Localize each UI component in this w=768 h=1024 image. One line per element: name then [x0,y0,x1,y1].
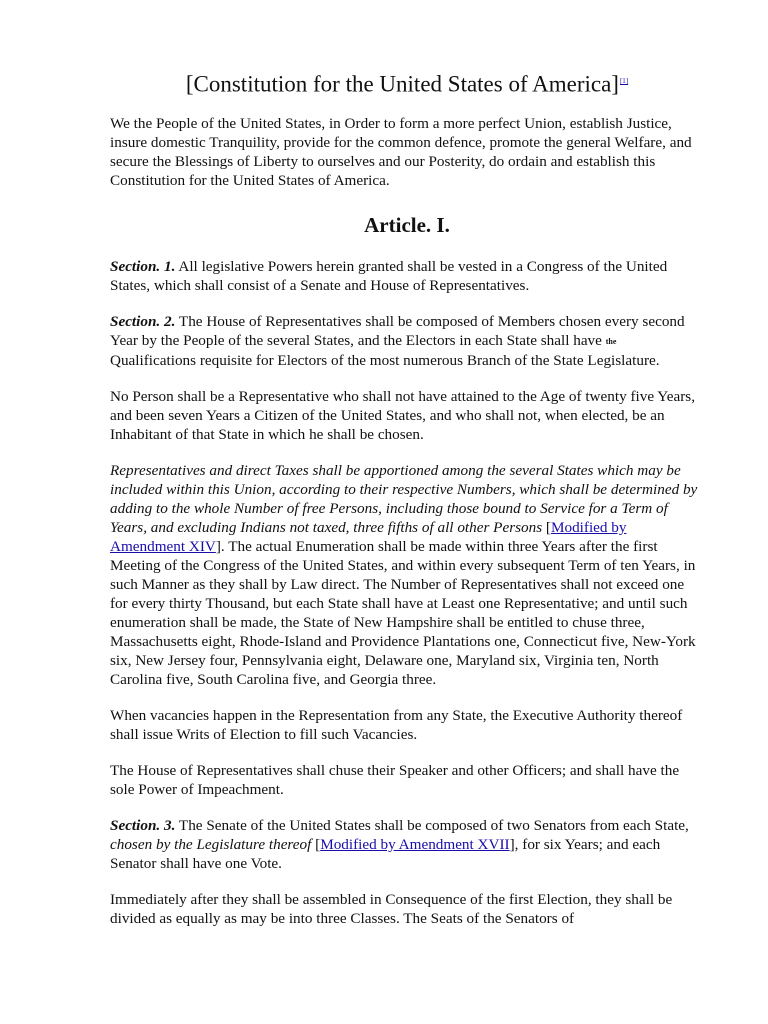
speaker-paragraph: The House of Representatives shall chuse their Speaker and other Officers; and shall have the sole Power of Impeachment. [110,761,680,798]
apportionment-italic-text: Representatives and direct Taxes shall be apportioned among the several States which may be included within this Union, according to their respective Numbers, which shall be determined by adding to the whole Number of free Persons, including those bound to Service for a Term of Years, and excluding Indians not taxed, three fifths of all other Persons [110,461,698,536]
apportionment-bracket-open: [ [542,518,551,536]
section-2-text-a: The House of Representatives shall be composed of Members chosen every second Year by the People of the several States, and the Electors in each State shall have [110,312,685,349]
section-1-paragraph [110,257,704,295]
document-title-text: [Constitution for the United States of America] [185,71,619,97]
section-3-text-b: ], for six Years; and each Senator shall have one Vote. [110,835,661,872]
apportionment-rest-text: ]. The actual Enumeration shall be made within three Years after the first Meeting of the Congress of the United States, and within every subsequent Term of ten Years, in such Manner as they shall by Law direct. The Number of Representatives shall not exceed one for every thirty Thousand, but each State shall have at Least one Representative; and until such enumeration shall be made, the State of New Hampshire shall be entitled to chuse three, Massachusetts eight, Rhode-Island and Providence Plantations one, Connecticut five, New-York six, New Jersey four, Pennsylvania eight, Delaware one, Maryland six, Virginia ten, North Carolina five, South Carolina five, and Georgia three. [110,537,696,688]
document-page [110,66,704,945]
section-1-text: All legislative Powers herein granted shall be vested in a Congress of the United States, which shall consist of a Senate and House of Representatives. [110,257,668,294]
title-footnote-link[interactable]: [1] [619,77,629,85]
document-title [110,66,704,100]
section-1-label: Section. 1. [110,257,176,275]
section-3-label: Section. 3. [110,816,176,834]
section-3-bracket-open: [ [311,835,321,853]
vacancies-paragraph: When vacancies happen in the Representation from any State, the Executive Authority thereof shall issue Writs of Election to fill such Vacancies. [110,706,683,743]
article-heading: Article. I. [364,212,450,237]
section-2-tiny-word: the [605,336,617,346]
section-3-italic-text: chosen by the Legislature thereof [110,835,312,853]
section-2-label: Section. 2. [110,312,176,330]
preamble-paragraph: We the People of the United States, in Order to form a more perfect Union, establish Justice, insure domestic Tranquility, provide for the common defence, promote the general Welfare, and secure the Blessings of Liberty to ourselves and our Posterity, do ordain and establish this Constitution for the United States of America. [110,114,692,189]
section-3-text-a: The Senate of the United States shall be composed of two Senators from each State, [175,816,689,834]
age-requirement-paragraph: No Person shall be a Representative who shall not have attained to the Age of twenty five Years, and been seven Years a Citizen of the United States, and who shall not, when elected, be an Inhabitant of that State in which he shall be chosen. [110,387,695,443]
classes-paragraph: Immediately after they shall be assembled in Consequence of the first Election, they shall be divided as equally as may be into three Classes. The Seats of the Senators of [110,890,673,927]
section-2-paragraph [110,312,704,370]
section-2-text-b: Qualifications requisite for Electors of the most numerous Branch of the State Legislature. [110,351,660,369]
amendment-xvii-link[interactable]: Modified by Amendment XVII [320,835,510,853]
apportionment-paragraph [110,461,704,689]
amendment-xiv-link[interactable]: Modified by Amendment XIV [110,518,627,555]
section-3-paragraph [110,816,704,873]
